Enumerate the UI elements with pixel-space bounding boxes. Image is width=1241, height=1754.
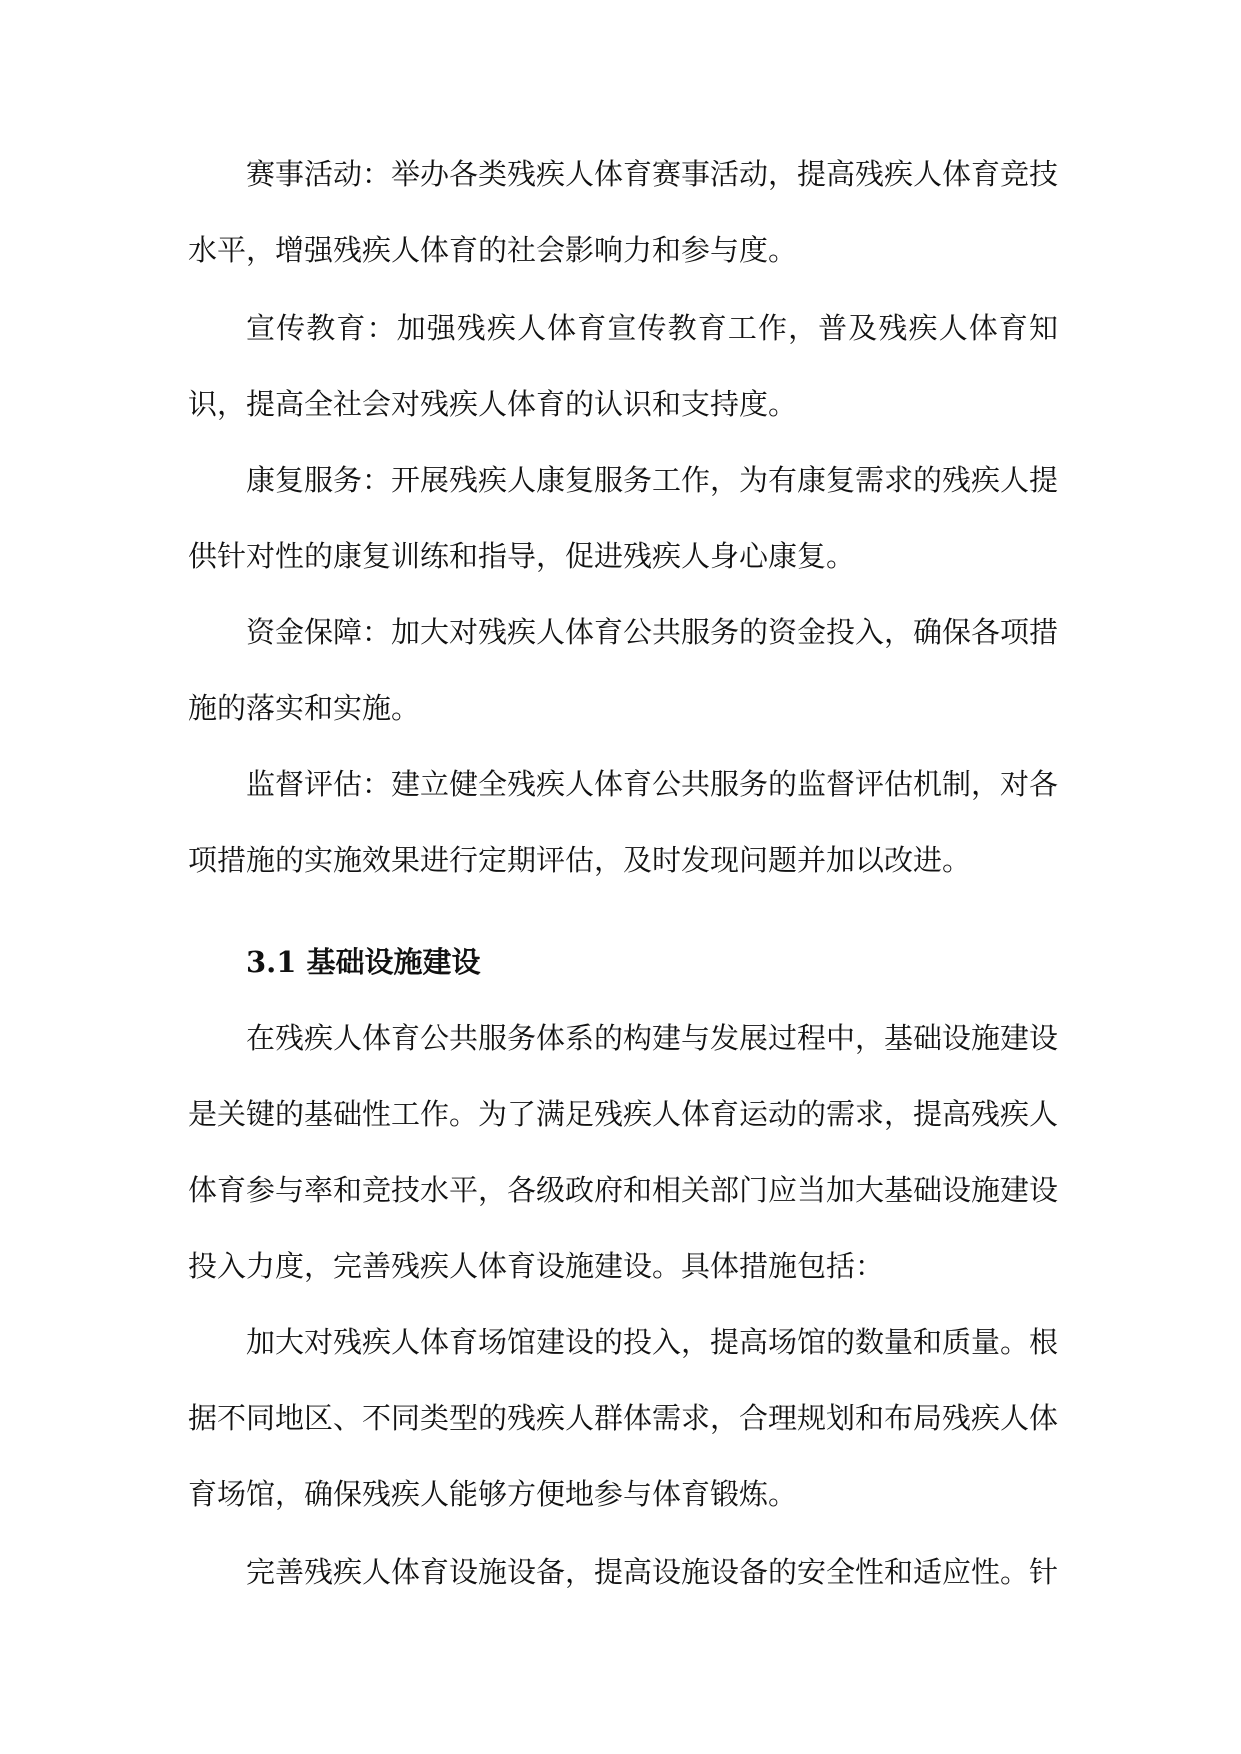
paragraph-facility-equipment: 完善残疾人体育设施设备，提高设施设备的安全性和适应性。针 <box>246 1555 1059 1589</box>
paragraph-venue-investment: 加大对残疾人体育场馆建设的投入，提高场馆的数量和质量。根据不同地区、不同类型的残疾人群体需求，合理规划和布局残疾人体育场馆，确保残疾人能够方便地参与体育锻炼。 <box>188 1325 1059 1511</box>
paragraph-publicity-education: 宣传教育：加强残疾人体育宣传教育工作，普及残疾人体育知识，提高全社会对残疾人体育的认识和支持度。 <box>188 311 1058 421</box>
paragraph-supervision-evaluation: 监督评估：建立健全残疾人体育公共服务的监督评估机制，对各项措施的实施效果进行定期评估，及时发现问题并加以改进。 <box>188 767 1059 877</box>
paragraph-funding-guarantee: 资金保障：加大对残疾人体育公共服务的资金投入，确保各项措施的落实和实施。 <box>188 615 1059 725</box>
section-heading: 3.1 基础设施建设 <box>246 945 481 979</box>
paragraph-infrastructure-intro: 在残疾人体育公共服务体系的构建与发展过程中，基础设施建设是关键的基础性工作。为了满足残疾人体育运动的需求，提高残疾人体育参与率和竞技水平，各级政府和相关部门应当加大基础设施建设投入力度，完善残疾人体育设施建设。具体措施包括： <box>188 1021 1059 1283</box>
paragraph-rehabilitation-services: 康复服务：开展残疾人康复服务工作，为有康复需求的残疾人提供针对性的康复训练和指导，促进残疾人身心康复。 <box>188 463 1059 573</box>
paragraph-event-activities: 赛事活动：举办各类残疾人体育赛事活动，提高残疾人体育竞技水平，增强残疾人体育的社会影响力和参与度。 <box>188 157 1059 267</box>
